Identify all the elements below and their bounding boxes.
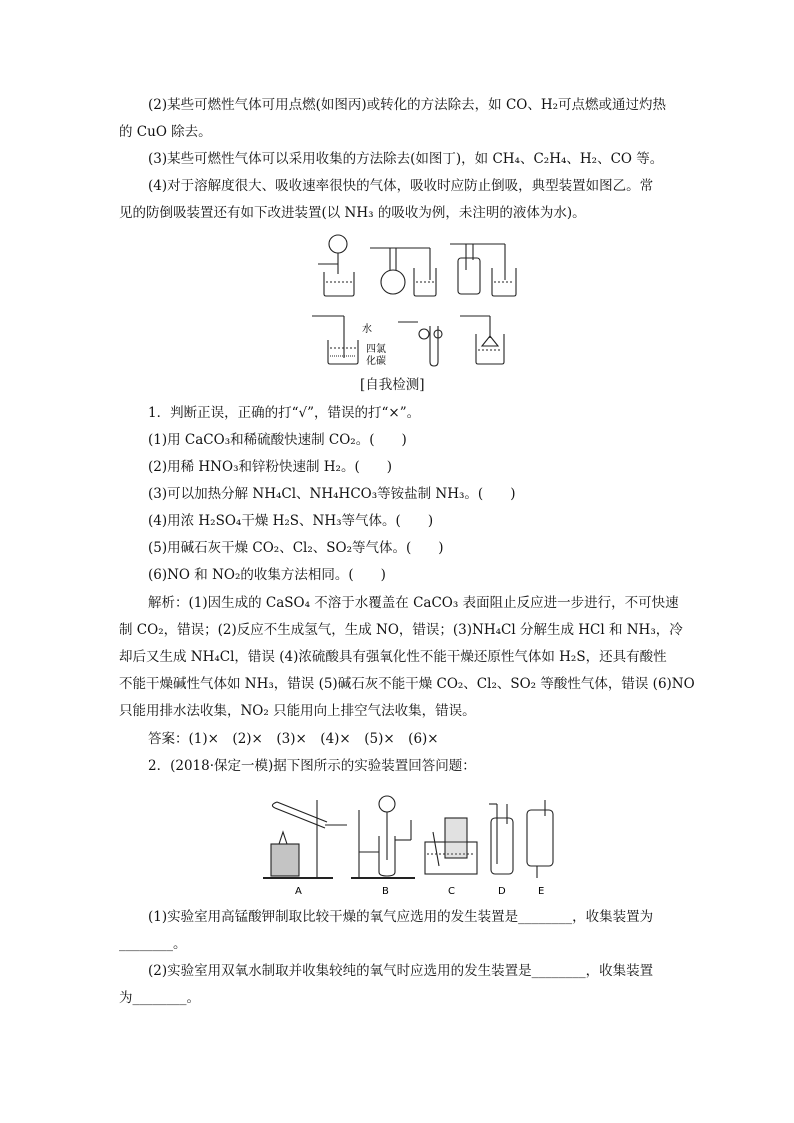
q1-item-6: (6)NO 和 NO₂的收集方法相同。( ) bbox=[148, 567, 386, 583]
anti-suckback-apparatus-figure bbox=[300, 230, 530, 376]
apparatus-label-d: D bbox=[498, 886, 506, 897]
q1-analysis-line-5: 只能用排水法收集，NO₂ 只能用向上排空气法收集，错误。 bbox=[119, 703, 476, 719]
ccl4-label-line2: 化碳 bbox=[366, 356, 386, 367]
q2-sub2-line-2: 为________。 bbox=[119, 990, 200, 1006]
q1-analysis-line-2: 制 CO₂，错误；(2)反应不生成氢气，生成 NO，错误；(3)NH₄Cl 分解生成 HCl 和 NH₃，冷 bbox=[119, 622, 683, 638]
q1-item-3: (3)可以加热分解 NH₄Cl、NH₄HCO₃等铵盐制 NH₃。( ) bbox=[148, 486, 516, 502]
q1-item-4: (4)用浓 H₂SO₄干燥 H₂S、NH₃等气体。( ) bbox=[148, 513, 434, 529]
apparatus-diagram bbox=[300, 230, 530, 376]
apparatus-label-c: C bbox=[448, 886, 455, 897]
q1-analysis-line-3: 却后又生成 NH₄Cl，错误 (4)浓硫酸具有强氧化性不能干燥还原性气体如 H₂S，还具有酸性 bbox=[119, 649, 667, 665]
q1-answer: 答案：(1)× (2)× (3)× (4)× (5)× (6)× bbox=[148, 731, 439, 747]
section-title: [自我检测] bbox=[360, 377, 425, 393]
q1-analysis-line-4: 不能干燥碱性气体如 NH₃，错误 (5)碱石灰不能干燥 CO₂、Cl₂、SO₂ 等酸性气体，错误 (6)NO bbox=[119, 676, 695, 692]
intro-line-1: (2)某些可燃性气体可用点燃(如图丙)或转化的方法除去，如 CO、H₂可点燃或通过灼热 bbox=[148, 97, 667, 113]
intro-line-4: (4)对于溶解度很大、吸收速率很快的气体，吸收时应防止倒吸，典型装置如图乙。常 bbox=[148, 178, 654, 194]
intro-line-5: 见的防倒吸装置还有如下改进装置(以 NH₃ 的吸收为例，未注明的液体为水)。 bbox=[119, 205, 586, 221]
q2-sub1-line-1: (1)实验室用高锰酸钾制取比较干燥的氧气应选用的发生装置是________，收集装置为 bbox=[148, 909, 654, 925]
q2-sub2-line-1: (2)实验室用双氧水制取并收集较纯的氧气时应选用的发生装置是________，收集装置 bbox=[148, 963, 654, 979]
q1-item-2: (2)用稀 HNO₃和锌粉快速制 H₂。( ) bbox=[148, 459, 392, 475]
apparatus-label-a: A bbox=[295, 886, 302, 897]
intro-line-3: (3)某些可燃性气体可以采用收集的方法除去(如图丁)，如 CH₄、C₂H₄、H₂、CO 等。 bbox=[148, 151, 664, 167]
q2-stem: 2．(2018·保定一模)据下图所示的实验装置回答问题： bbox=[148, 758, 476, 774]
q1-stem: 1．判断正误，正确的打“√”，错误的打“×”。 bbox=[148, 405, 421, 421]
lab-apparatus-figure bbox=[255, 780, 575, 898]
water-label: 水 bbox=[362, 324, 372, 335]
q2-sub1-line-2: ________。 bbox=[119, 936, 187, 952]
lab-apparatus-diagram bbox=[255, 780, 575, 898]
ccl4-label-line1: 四氯 bbox=[366, 344, 386, 355]
q1-analysis-line-1: 解析：(1)因生成的 CaSO₄ 不溶于水覆盖在 CaCO₃ 表面阻止反应进一步进行，不可快速 bbox=[148, 595, 679, 611]
intro-line-2: 的 CuO 除去。 bbox=[119, 124, 212, 140]
apparatus-label-b: B bbox=[382, 886, 389, 897]
q1-item-5: (5)用碱石灰干燥 CO₂、Cl₂、SO₂等气体。( ) bbox=[148, 540, 444, 556]
apparatus-label-e: E bbox=[538, 886, 545, 897]
q1-item-1: (1)用 CaCO₃和稀硫酸快速制 CO₂。( ) bbox=[148, 432, 407, 448]
